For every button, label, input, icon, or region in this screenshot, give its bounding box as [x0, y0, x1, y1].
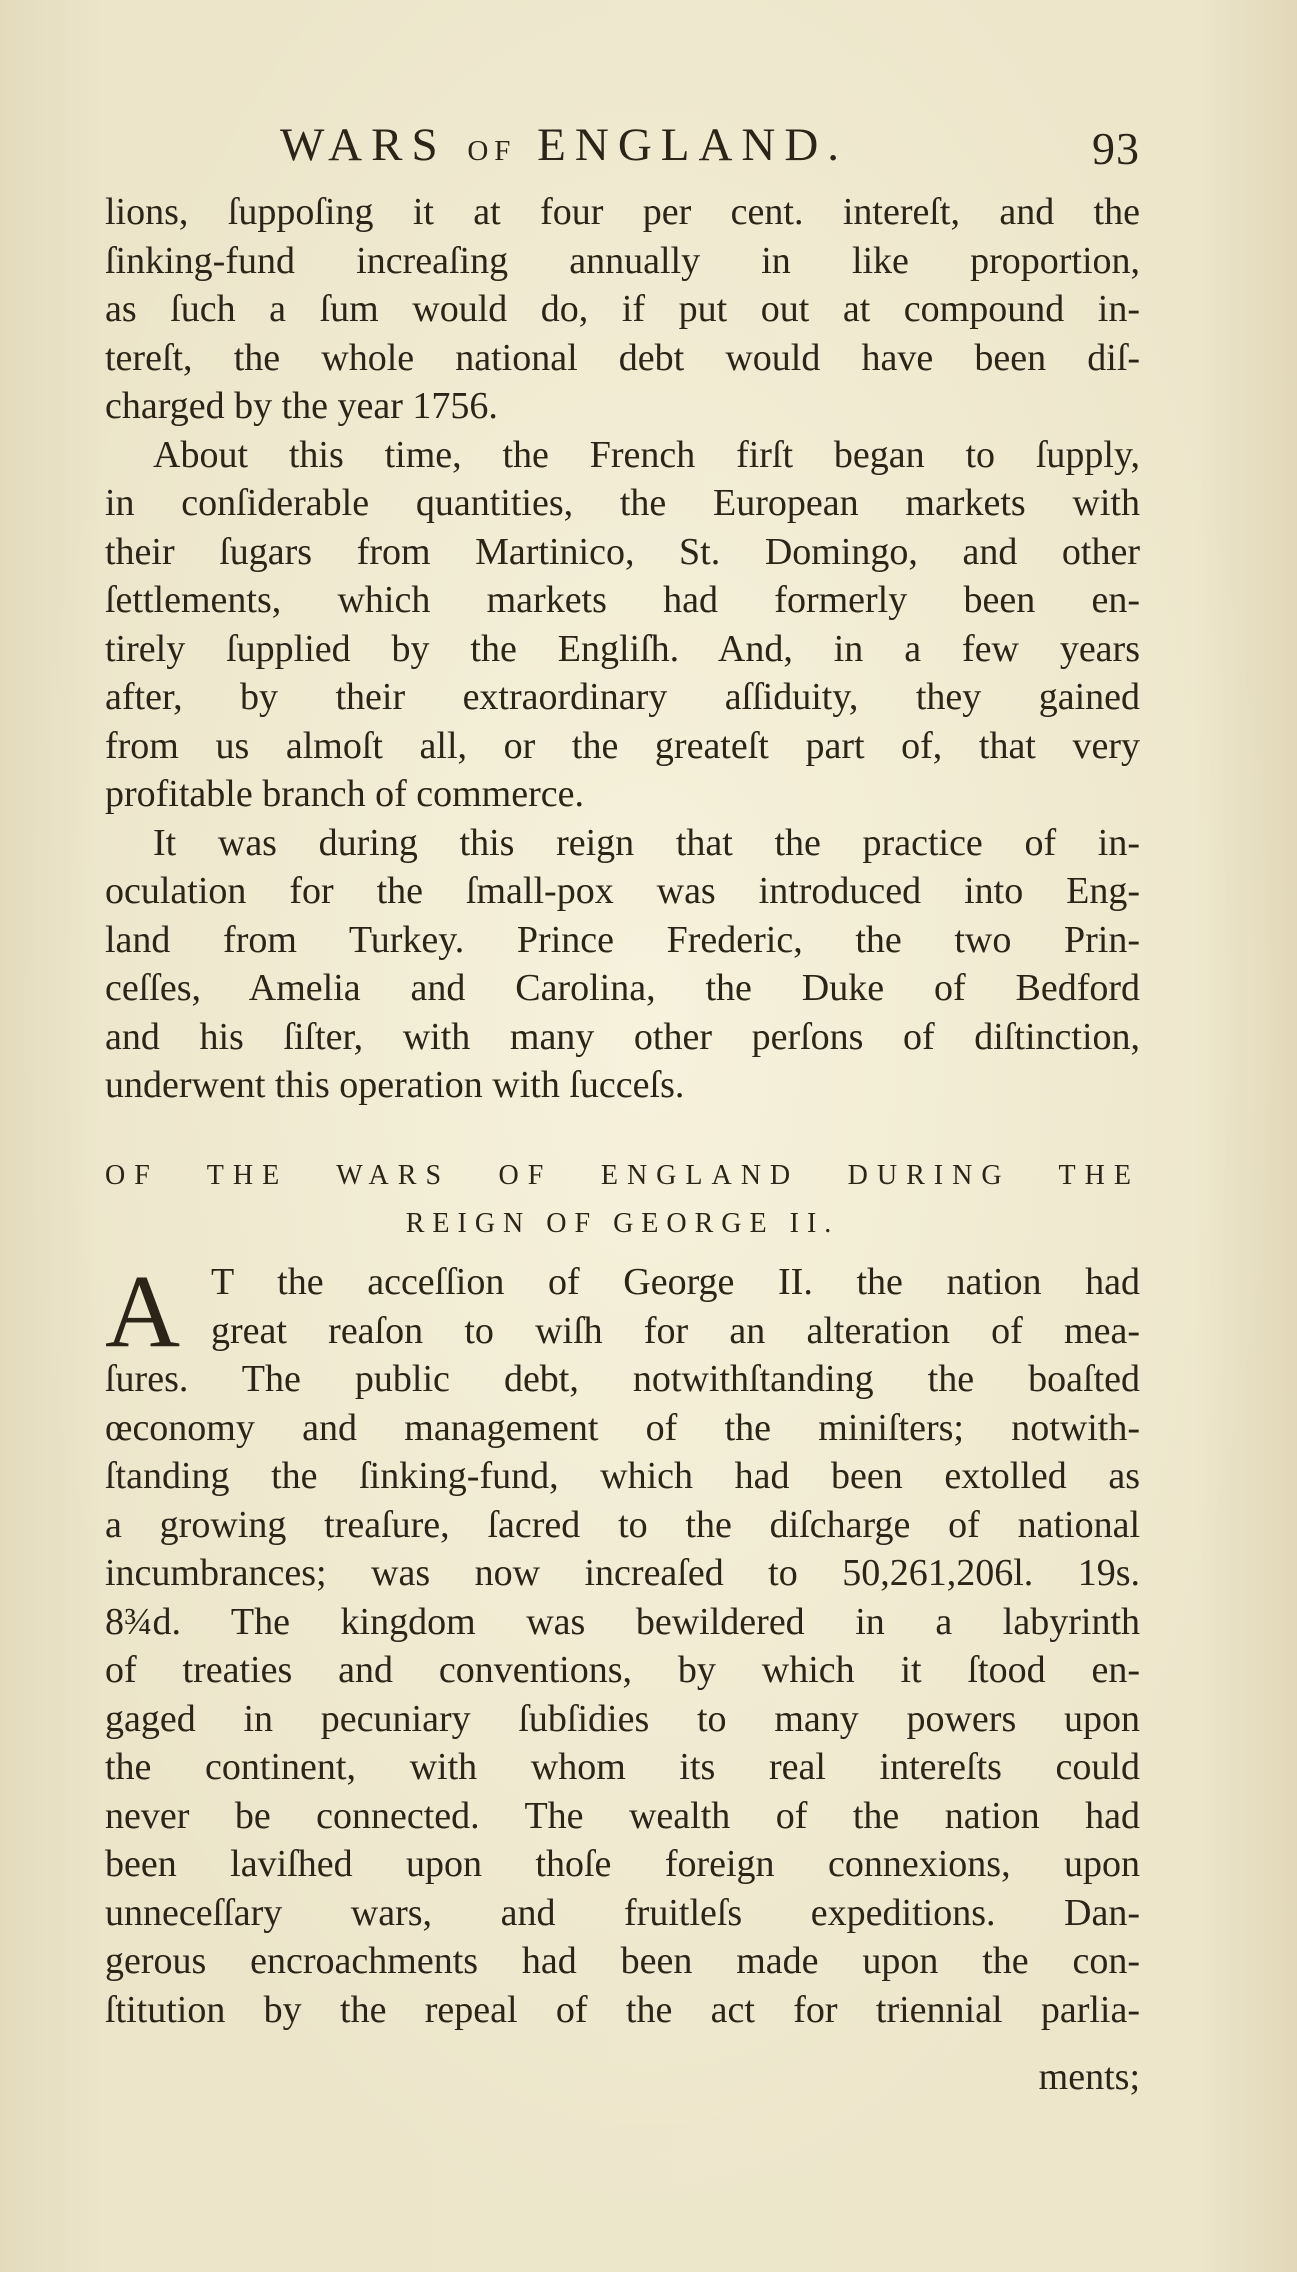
text-line: ſettlements, which markets had formerly been en-: [105, 579, 1140, 621]
text-line: T the acceſſion of George II. the nation had: [211, 1261, 1140, 1303]
page-number: 93: [1092, 123, 1140, 174]
text-line: great reaſon to wiſh for an alteration of mea-: [211, 1309, 1140, 1352]
text-line: œconomy and management of the miniſters; notwith-: [105, 1406, 1140, 1449]
text-line: gerous encroachments had been made upon the con-: [105, 1940, 1140, 1982]
running-head-of: OF: [467, 135, 517, 167]
text-line: 8¾d. The kingdom was bewildered in a labyrinth: [105, 1600, 1140, 1643]
text-line: ſtitution by the repeal of the act for triennial parlia-: [105, 1988, 1140, 2031]
text-line: ſtanding the ſinking-fund, which had been extolled as: [105, 1455, 1140, 1497]
running-head: [280, 118, 848, 172]
text-line: their ſugars from Martinico, St. Domingo, and other: [105, 530, 1140, 573]
text-line: tereſt, the whole national debt would have been diſ-: [105, 336, 1140, 379]
text-line: charged by the year 1756.: [105, 385, 498, 427]
section-heading: [105, 1152, 1140, 1248]
text-line: underwent this operation with ſucceſs.: [105, 1064, 685, 1106]
text-line: gaged in pecuniary ſubſidies to many powers upon: [105, 1697, 1140, 1740]
text-line: land from Turkey. Prince Frederic, the two Prin-: [105, 918, 1140, 961]
text-line: after, by their extraordinary aſſiduity, they gained: [105, 676, 1140, 718]
text-line: oculation for the ſmall-pox was introduced into Eng-: [105, 870, 1140, 912]
text-line: profitable branch of commerce.: [105, 773, 584, 815]
section-heading-line: REIGN OF GEORGE II.: [405, 1208, 840, 1239]
text-line: been laviſhed upon thoſe foreign connexions, upon: [105, 1843, 1140, 1885]
text-line: from us almoſt all, or the greateſt part of, that very: [105, 724, 1140, 767]
text-line: lions, ſuppoſing it at four per cent. intereſt, and the: [105, 191, 1140, 233]
text-line: never be connected. The wealth of the nation had: [105, 1794, 1140, 1837]
section-heading-line: OF THE WARS OF ENGLAND DURING THE: [105, 1160, 1140, 1191]
text-line: the continent, with whom its real intereſts could: [105, 1746, 1140, 1788]
text-line: unneceſſary wars, and fruitleſs expeditions. Dan-: [105, 1891, 1140, 1934]
running-head-prefix: WARS: [280, 119, 468, 171]
text-line: ſinking-fund increaſing annually in like proportion,: [105, 239, 1140, 282]
text-line: ceſſes, Amelia and Carolina, the Duke of Bedford: [105, 967, 1140, 1009]
text-line: About this time, the French firſt began to ſupply,: [153, 433, 1140, 476]
page-header: [105, 118, 1140, 188]
running-head-suffix: ENGLAND.: [516, 119, 849, 171]
text-line: in conſiderable quantities, the European markets with: [105, 482, 1140, 524]
text-line: It was during this reign that the practice of in-: [153, 821, 1140, 864]
drop-cap: A: [105, 1254, 181, 1369]
text-line: a growing treaſure, ſacred to the diſcharge of national: [105, 1503, 1140, 1546]
text-line: and his ſiſter, with many other perſons of diſtinction,: [105, 1015, 1140, 1058]
text-block-upper: [105, 188, 1140, 1110]
catchword: ments;: [1038, 2056, 1140, 2098]
text-line: tirely ſupplied by the Engliſh. And, in a few years: [105, 627, 1140, 670]
text-line: incumbrances; was now increaſed to 50,261,206l. 19s.: [105, 1552, 1140, 1594]
text-line: as ſuch a ſum would do, if put out at compound in-: [105, 288, 1140, 330]
text-line: ſures. The public debt, notwithſtanding the boaſted: [105, 1358, 1140, 1400]
text-line: of treaties and conventions, by which it ſtood en-: [105, 1649, 1140, 1691]
text-block-lower: [105, 1254, 1140, 2034]
